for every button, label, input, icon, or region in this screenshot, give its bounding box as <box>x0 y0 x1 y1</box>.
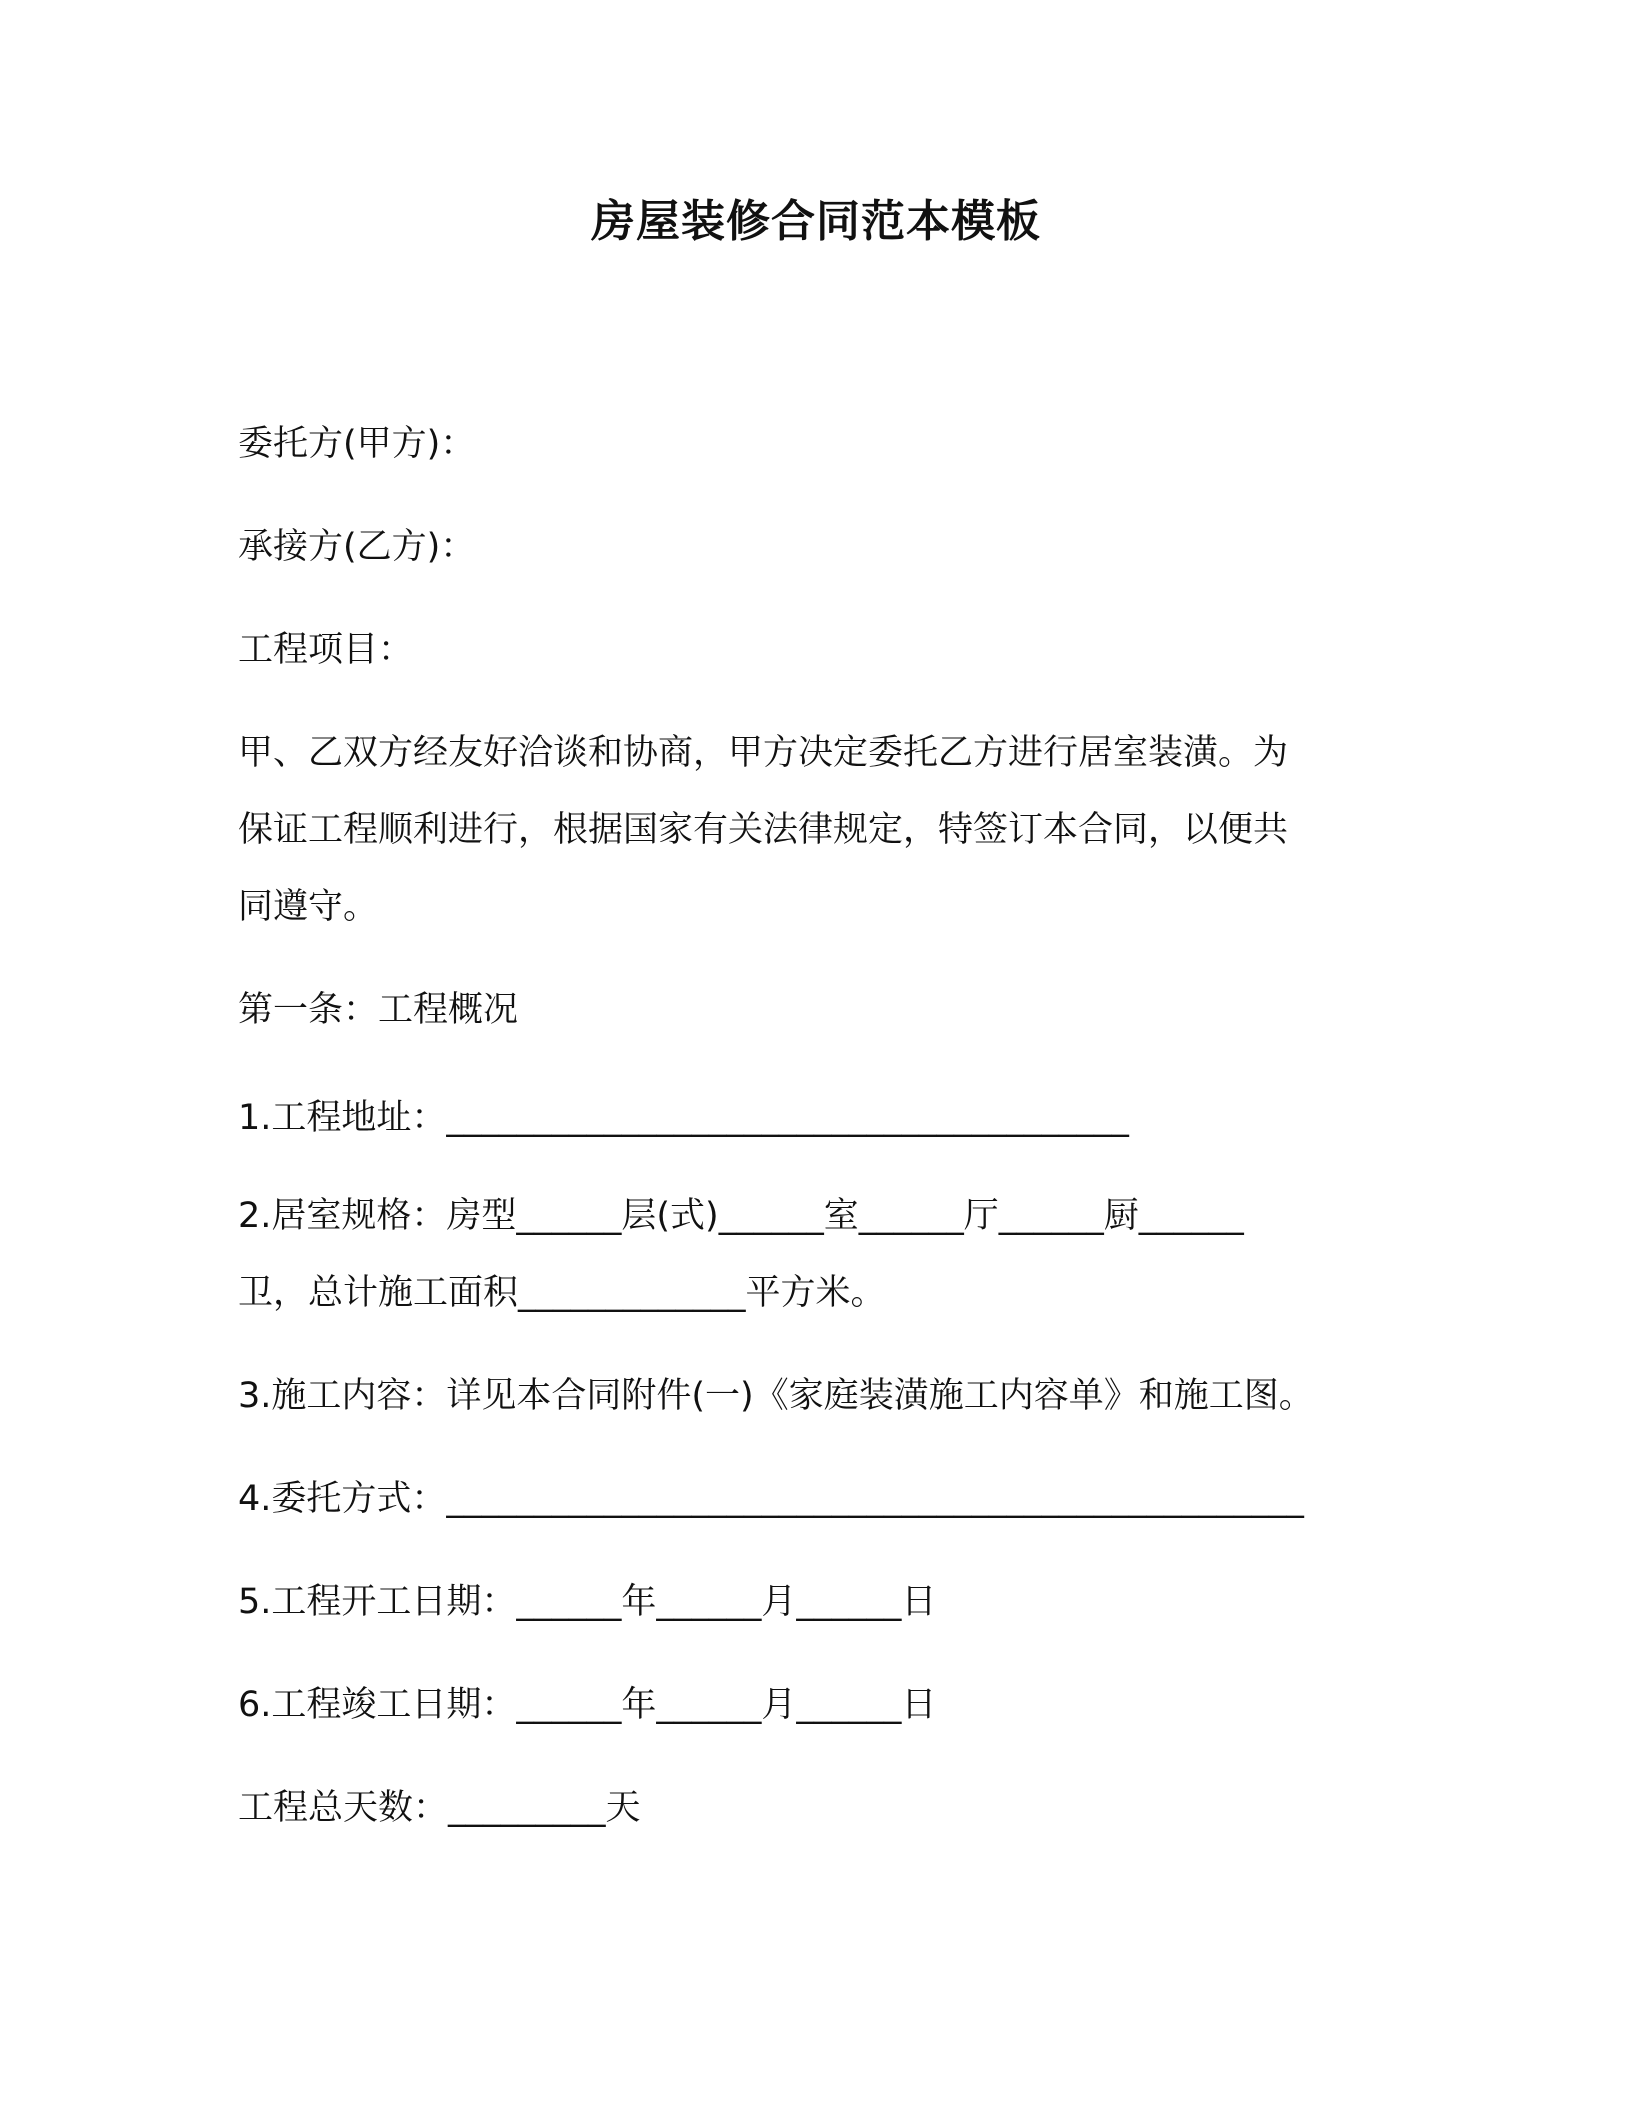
item-2-line-2: 卫，总计施工面积_____________平方米。 <box>238 1273 886 1313</box>
item-2-line-1: 2.居室规格：房型______层(式)______室______厅______厨______ <box>238 1196 1244 1236</box>
intro-line-2: 保证工程顺利进行，根据国家有关法律规定，特签订本合同，以便共 <box>238 810 1289 850</box>
item-1-address: 1.工程地址：_______________________________________ <box>238 1098 1129 1138</box>
item-6-end-date: 6.工程竣工日期：______年______月______日 <box>238 1685 937 1725</box>
document-title: 房屋装修合同范本模板 <box>591 196 1041 247</box>
total-days: 工程总天数：_________天 <box>238 1788 641 1828</box>
item-5-start-date: 5.工程开工日期：______年______月______日 <box>238 1582 937 1622</box>
party-a-label: 委托方(甲方)： <box>238 424 476 464</box>
item-4-method: 4.委托方式：_________________________________________________ <box>238 1479 1304 1519</box>
intro-line-1: 甲、乙双方经友好洽谈和协商，甲方决定委托乙方进行居室装潢。为 <box>238 733 1289 773</box>
project-label: 工程项目： <box>238 630 414 670</box>
intro-line-3: 同遵守。 <box>238 887 379 927</box>
article1-heading: 第一条：工程概况 <box>238 990 519 1030</box>
party-b-label: 承接方(乙方)： <box>238 527 476 567</box>
item-3-content: 3.施工内容：详见本合同附件(一)《家庭装潢施工内容单》和施工图。 <box>238 1376 1314 1416</box>
